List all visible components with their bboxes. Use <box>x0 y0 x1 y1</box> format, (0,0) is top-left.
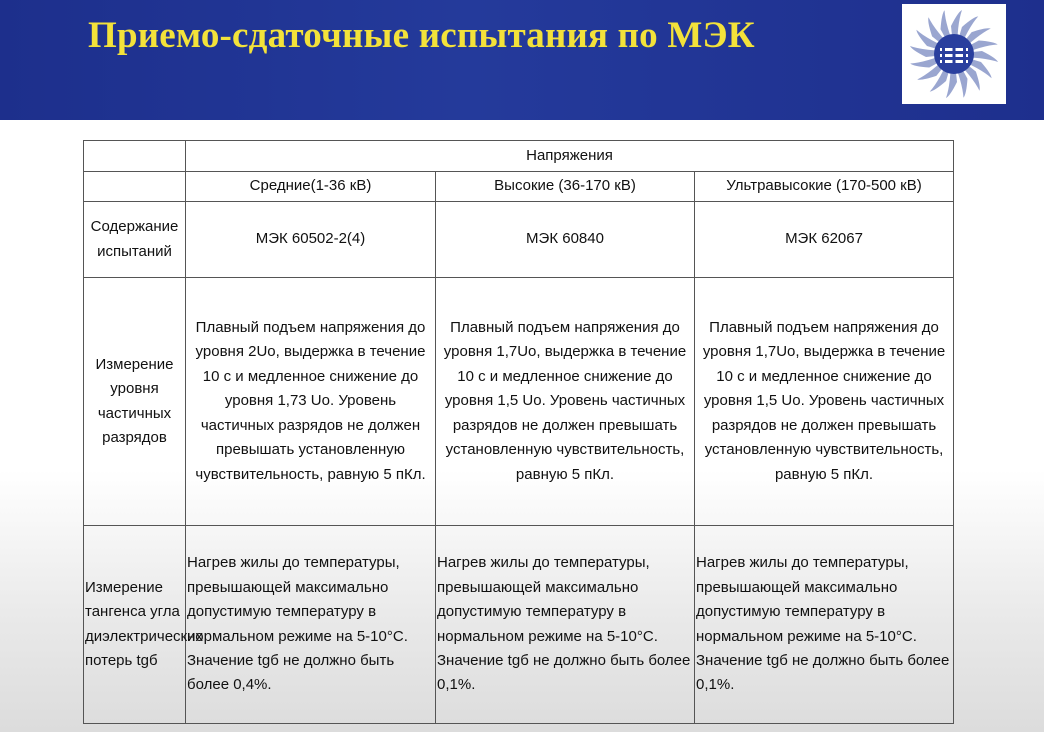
voltage-group-header: Напряжения <box>186 141 954 172</box>
table-cell: Нагрев жилы до температуры, превышающей максимально допустимую температуру в нормальном режиме на 5-10°С. Значение tgб не должно быть более 0,1%. <box>695 526 954 724</box>
table-row <box>84 202 954 278</box>
test-table-container <box>83 140 954 724</box>
table-cell: МЭК 62067 <box>695 202 954 278</box>
row-label-tan-delta: Измерение тангенса угла диэлектрических потерь tgб <box>84 526 186 724</box>
table-cell: МЭК 60502-2(4) <box>186 202 436 278</box>
slide-header <box>0 0 1044 120</box>
table-cell: Плавный подъем напряжения до уровня 2Uo, выдержка в течение 10 с и медленное снижение до уровня 1,73 Uo. Уровень частичных разрядов не должен превышать установленную чувствительность, равную 5 пКл. <box>186 278 436 526</box>
table-cell: Нагрев жилы до температуры, превышающей максимально допустимую температуру в нормальном режиме на 5-10°С. Значение tgб не должно быть более 0,1%. <box>436 526 695 724</box>
table-row <box>84 278 954 526</box>
sun-logo-icon <box>902 4 1006 104</box>
row-label-test-content: Содержание испытаний <box>84 202 186 278</box>
table-columns-row <box>84 172 954 202</box>
table-cell: Плавный подъем напряжения до уровня 1,7Uo, выдержка в течение 10 с и медленное снижение до уровня 1,5 Uo. Уровень частичных разрядов не должен превышать установленную чувствительность, равную 5 пКл. <box>436 278 695 526</box>
column-header-high: Высокие (36-170 кВ) <box>436 172 695 202</box>
column-header-medium: Средние(1-36 кВ) <box>186 172 436 202</box>
slide-title: Приемо-сдаточные испытания по МЭК <box>88 15 755 56</box>
table-header-row <box>84 141 954 172</box>
table-cell: Плавный подъем напряжения до уровня 1,7Uo, выдержка в течение 10 с и медленное снижение до уровня 1,5 Uo. Уровень частичных разрядов не должен превышать установленную чувствительность, равную 5 пКл. <box>695 278 954 526</box>
acceptance-tests-table <box>83 140 954 724</box>
column-header-ultra-high: Ультравысокие (170-500 кВ) <box>695 172 954 202</box>
company-logo <box>902 4 1006 104</box>
table-cell: МЭК 60840 <box>436 202 695 278</box>
table-corner-cell <box>84 141 186 172</box>
table-row <box>84 526 954 724</box>
table-cell: Нагрев жилы до температуры, превышающей максимально допустимую температуру в нормальном режиме на 5-10°С. Значение tgб не должно быть более 0,4%. <box>186 526 436 724</box>
table-corner-cell <box>84 172 186 202</box>
row-label-partial-discharge: Измерение уровня частичных разрядов <box>84 278 186 526</box>
